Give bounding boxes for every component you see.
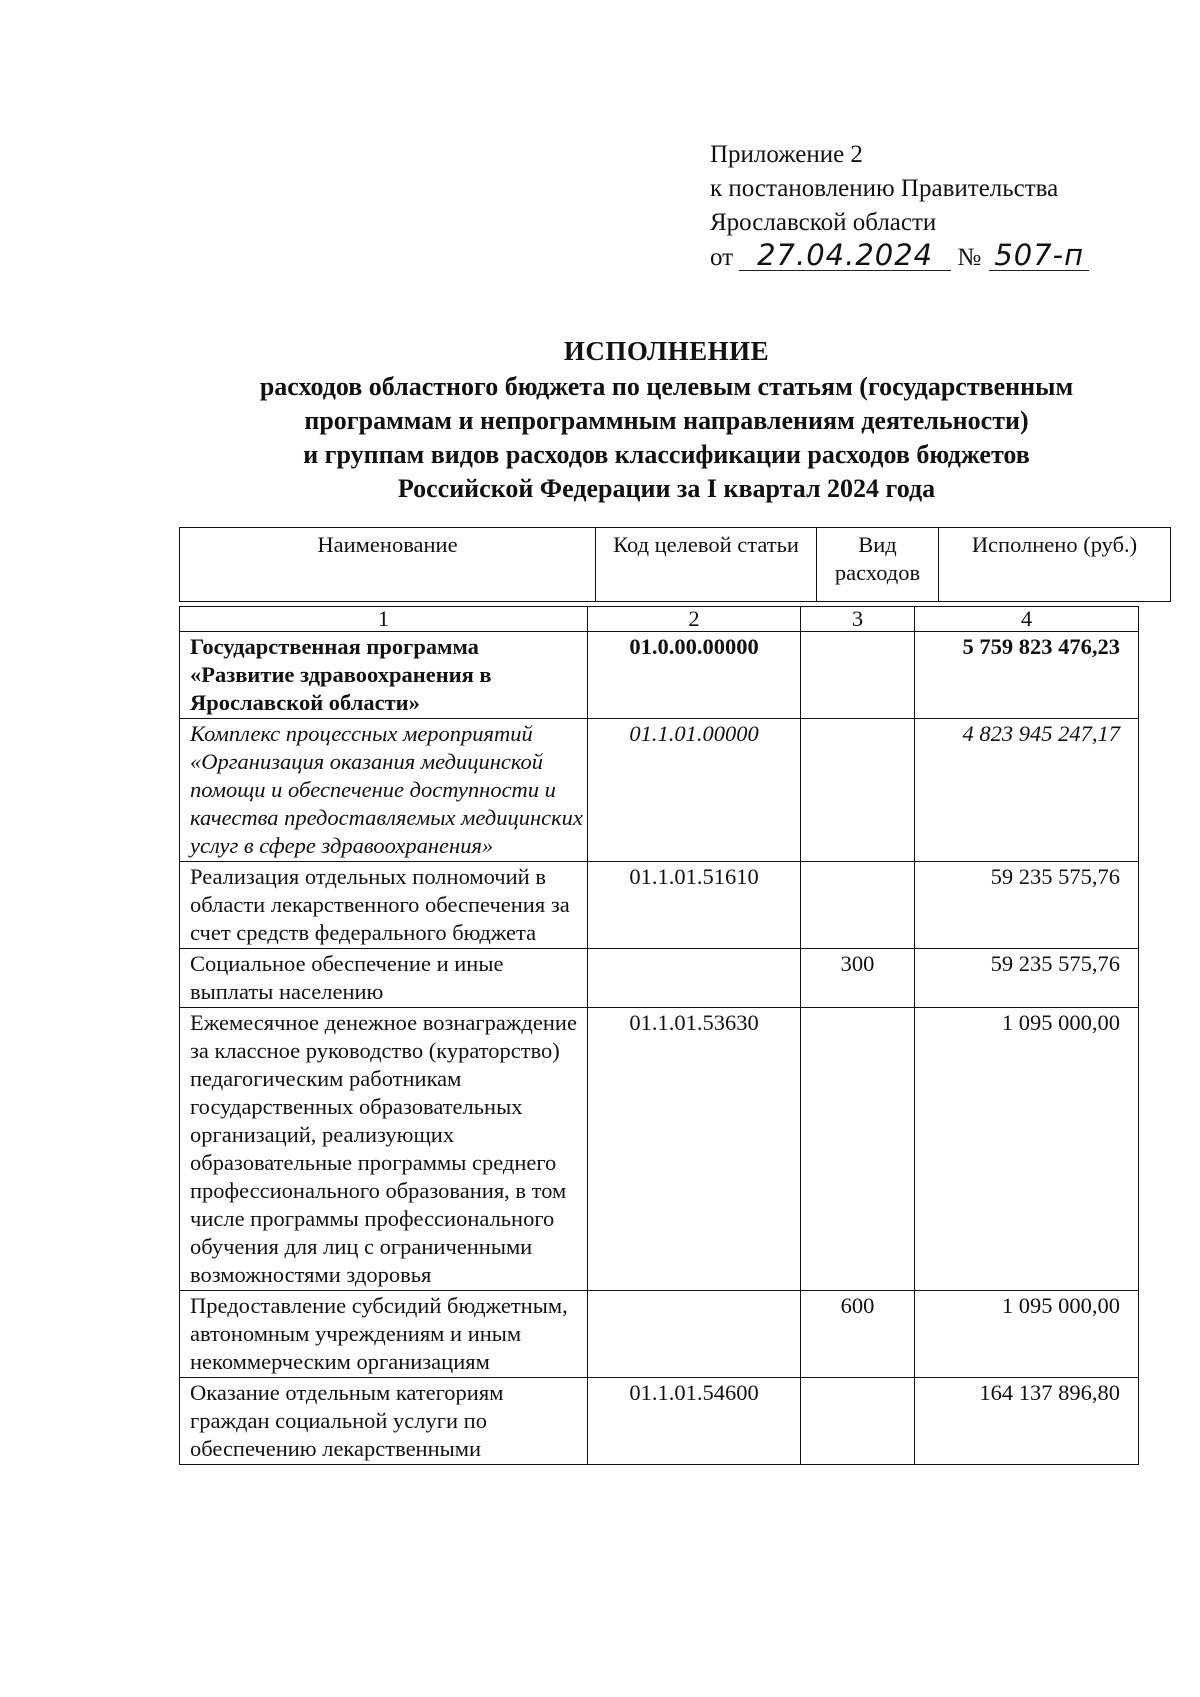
table-row <box>180 1291 1139 1378</box>
row-code <box>588 1291 801 1378</box>
date-prefix: от <box>710 244 734 271</box>
expenditure-table <box>179 606 1139 1465</box>
row-name: Реализация отдельных полномочий в области лекарственного обеспечения за счет средств федерального бюджета <box>180 862 588 949</box>
row-amount: 1 095 000,00 <box>915 1008 1139 1291</box>
title-line-4: Российской Федерации за I квартал 2024 года <box>397 474 936 503</box>
handwritten-date: 27.04.2024 <box>739 240 951 271</box>
row-amount: 164 137 896,80 <box>915 1378 1139 1465</box>
row-amount: 4 823 945 247,17 <box>915 719 1139 862</box>
row-code: 01.1.01.51610 <box>588 862 801 949</box>
row-amount: 59 235 575,76 <box>915 949 1139 1008</box>
column-number: 1 <box>180 607 588 632</box>
table-row-complex <box>180 719 1139 862</box>
row-code: 01.1.01.53630 <box>588 1008 801 1291</box>
row-amount: 5 759 823 476,23 <box>915 632 1139 719</box>
row-code: 01.1.01.54600 <box>588 1378 801 1465</box>
header-name: Наименование <box>180 528 596 602</box>
row-kind <box>801 1378 915 1465</box>
table-row <box>180 1378 1139 1465</box>
table-row <box>180 862 1139 949</box>
row-amount: 1 095 000,00 <box>915 1291 1139 1378</box>
document-title <box>130 334 1200 506</box>
header-kind: Вид расходов <box>817 528 939 602</box>
column-number: 2 <box>588 607 801 632</box>
row-name: Предоставление субсидий бюджетным, автономным учреждениям и иным некоммерческим организациям <box>180 1291 588 1378</box>
row-name: Комплекс процессных мероприятий «Организация оказания медицинской помощи и обеспечение доступности и качества предоставляемых медицинских услуг в сфере здравоохранения» <box>180 719 588 862</box>
row-kind <box>801 719 915 862</box>
column-number: 3 <box>801 607 915 632</box>
row-kind: 300 <box>801 949 915 1008</box>
header-row <box>180 528 1171 602</box>
row-name: Государственная программа «Развитие здравоохранения в Ярославской области» <box>180 632 588 719</box>
column-number-row <box>180 607 1139 632</box>
row-kind <box>801 1008 915 1291</box>
title-main: ИСПОЛНЕНИЕ <box>563 336 770 366</box>
row-name: Ежемесячное денежное вознаграждение за классное руководство (кураторство) педагогическим работникам государственных образовательных организаций, реализующих образовательные программы среднего профессионального образования, в том числе программы профессионального обучения для лиц с ограниченными возможностями здоровья <box>180 1008 588 1291</box>
title-line-2: программам и непрограммным направлениям деятельности) <box>304 406 1029 435</box>
row-name: Оказание отдельным категориям граждан социальной услуги по обеспечению лекарственными <box>180 1378 588 1465</box>
title-line-1: расходов областного бюджета по целевым статьям (государственным <box>259 372 1074 401</box>
appendix-title: Приложение 2 <box>710 141 863 168</box>
row-code: 01.0.00.00000 <box>588 632 801 719</box>
title-line-3: и группам видов расходов классификации расходов бюджетов <box>303 440 1030 469</box>
row-kind: 600 <box>801 1291 915 1378</box>
header-code: Код целевой статьи <box>596 528 817 602</box>
header-amount: Исполнено (руб.) <box>939 528 1171 602</box>
appendix-region: Ярославской области <box>710 209 937 236</box>
handwritten-number: 507-п <box>989 240 1089 271</box>
header-table <box>179 527 1171 602</box>
row-name: Социальное обеспечение и иные выплаты населению <box>180 949 588 1008</box>
column-number: 4 <box>915 607 1139 632</box>
row-code <box>588 949 801 1008</box>
number-prefix: № <box>957 244 982 271</box>
table-row <box>180 1008 1139 1291</box>
row-amount: 59 235 575,76 <box>915 862 1139 949</box>
row-code: 01.1.01.00000 <box>588 719 801 862</box>
table-row-program <box>180 632 1139 719</box>
table-row <box>180 949 1139 1008</box>
row-kind <box>801 632 915 719</box>
row-kind <box>801 862 915 949</box>
appendix-block <box>710 138 1089 275</box>
appendix-date-line <box>710 240 1089 275</box>
appendix-reference: к постановлению Правительства <box>710 175 1059 202</box>
